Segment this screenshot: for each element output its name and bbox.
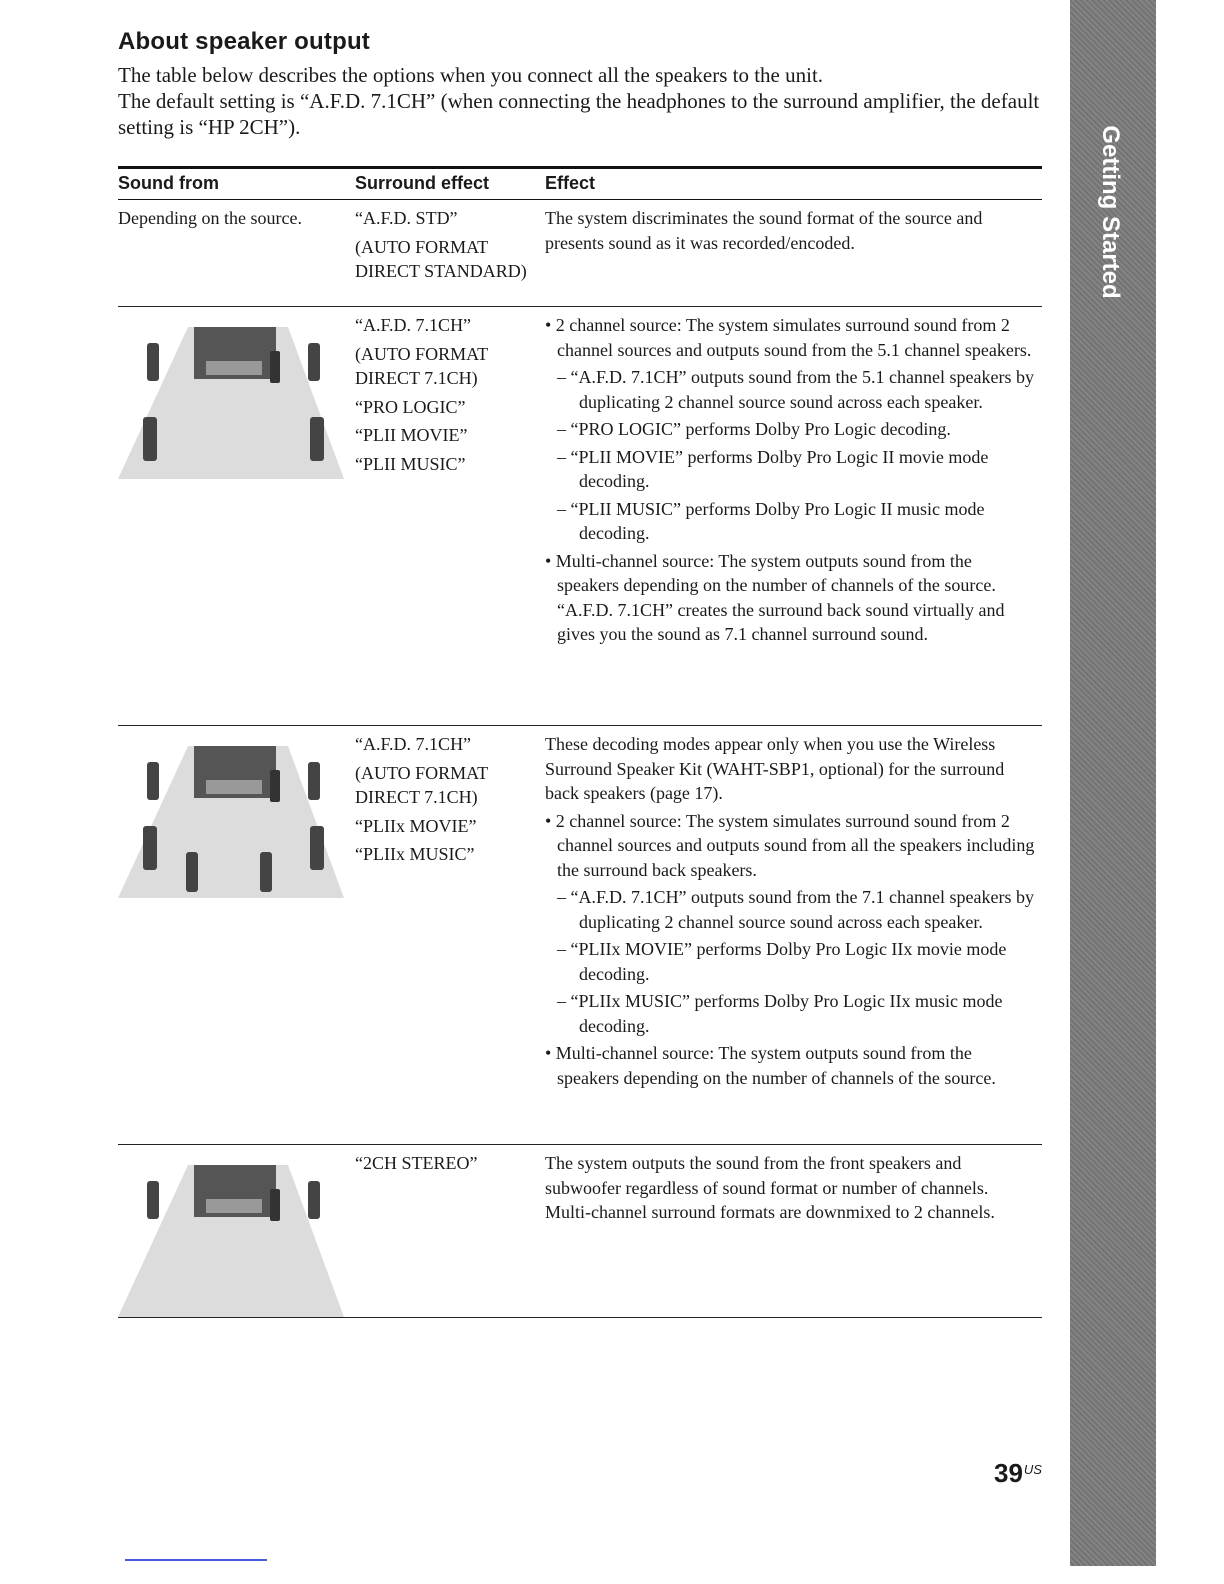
footer-rule [125, 1559, 267, 1561]
effect-dash: – “PLII MUSIC” performs Dolby Pro Logic II music mode decoding. [557, 498, 985, 543]
mode-name: “PRO LOGIC” [355, 396, 466, 417]
intro-line-2: The default setting is “A.F.D. 7.1CH” (when connecting the headphones to the surround amplifier, the default setting is “HP 2CH”). [118, 89, 1040, 139]
section-heading: About speaker output [118, 28, 371, 55]
side-tab-label [1096, 112, 1124, 312]
effect-cell [545, 732, 1035, 1090]
mode-name: “A.F.D. STD” [355, 208, 458, 228]
speaker-5-1-illustration [118, 321, 350, 481]
effect-dash: – “PRO LOGIC” performs Dolby Pro Logic decoding. [557, 419, 951, 439]
sound-from-cell: Depending on the source. [118, 208, 302, 228]
surround-effect-cell [355, 206, 540, 284]
mode-name: “2CH STEREO” [355, 1153, 478, 1173]
mode-name: (AUTO FORMAT DIRECT 7.1CH) [355, 762, 488, 807]
table-row [118, 1145, 1042, 1318]
table-header [118, 169, 1042, 200]
effect-text: The system outputs the sound from the front speakers and subwoofer regardless of sound format or number of channels. Multi-channel surround formats are downmixed to 2 channels. [545, 1153, 995, 1222]
header-effect: Effect [545, 173, 596, 193]
effect-bullet: • 2 channel source: The system simulates surround sound from 2 channel sources and outputs sound from the 5.1 channel speakers. [545, 315, 1032, 360]
effect-cell [545, 1151, 1035, 1225]
effect-cell [545, 313, 1035, 647]
mode-name: “PLII MOVIE” [355, 425, 468, 445]
page-number-suffix: US [1023, 1462, 1042, 1477]
surround-effect-cell [355, 732, 540, 867]
header-surround-effect: Surround effect [355, 173, 490, 193]
effect-text: The system discriminates the sound format of the source and presents sound as it was recorded/encoded. [545, 208, 983, 253]
intro-line-1: The table below describes the options when you connect all the speakers to the unit. [118, 63, 824, 87]
effect-bullet: • Multi-channel source: The system outputs sound from the speakers depending on the number of channels of the source. “A.F.D. 7.1CH” creates the surround back sound virtually and gives you the sound as 7.1 channel surround sound. [545, 550, 1005, 644]
mode-name: “A.F.D. 7.1CH” [355, 734, 472, 754]
speaker-7-1-illustration [118, 740, 350, 900]
effect-dash: – “PLII MOVIE” performs Dolby Pro Logic II movie mode decoding. [557, 446, 989, 491]
page-number [994, 1458, 1042, 1489]
effect-dash: – “PLIIx MUSIC” performs Dolby Pro Logic IIx music mode decoding. [557, 991, 1003, 1036]
mode-name: “PLIIx MOVIE” [355, 815, 477, 836]
table-row [118, 726, 1042, 1145]
effect-dash: – “PLIIx MOVIE” performs Dolby Pro Logic IIx movie mode decoding. [557, 939, 1007, 984]
effect-bullet: • 2 channel source: The system simulates surround sound from 2 channel sources and outputs sound from all the speakers including the surround back speakers. [545, 810, 1035, 880]
header-sound-from: Sound from [118, 173, 219, 193]
mode-name: “PLIIx MUSIC” [355, 844, 475, 864]
table-row [118, 200, 1042, 307]
surround-effect-cell [355, 1151, 540, 1176]
page-number-value: 39 [994, 1458, 1023, 1488]
speaker-2-ch-illustration [118, 1159, 350, 1319]
effect-bullet: • Multi-channel source: The system outputs sound from the speakers depending on the number of channels of the source. [545, 1043, 996, 1088]
surround-effect-cell [355, 313, 540, 476]
table-row [118, 307, 1042, 726]
speaker-output-table [118, 166, 1042, 1318]
mode-name: (AUTO FORMAT DIRECT 7.1CH) [355, 343, 488, 388]
intro-text [118, 62, 1048, 140]
effect-dash: – “A.F.D. 7.1CH” outputs sound from the 7.1 channel speakers by duplicating 2 channel source sound across each speaker. [557, 887, 1034, 932]
effect-cell [545, 206, 1035, 255]
mode-name: “A.F.D. 7.1CH” [355, 315, 472, 335]
side-tab-text: Getting Started [1097, 125, 1124, 299]
effect-dash: – “A.F.D. 7.1CH” outputs sound from the 5.1 channel speakers by duplicating 2 channel source sound across each speaker. [557, 367, 1034, 412]
mode-name: (AUTO FORMAT DIRECT STANDARD) [355, 236, 527, 281]
effect-text: These decoding modes appear only when you use the Wireless Surround Speaker Kit (WAHT-SBP1, optional) for the surround back speakers (page 17). [545, 734, 1005, 803]
mode-name: “PLII MUSIC” [355, 453, 466, 474]
